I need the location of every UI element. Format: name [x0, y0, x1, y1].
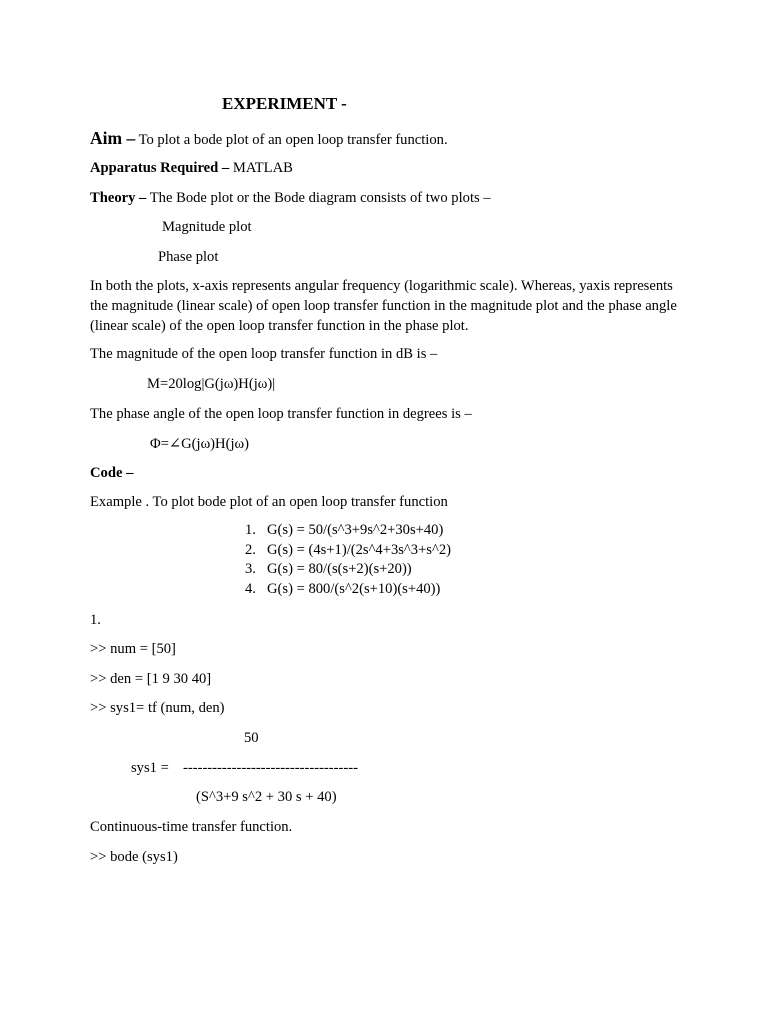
document-title: EXPERIMENT - — [222, 94, 347, 113]
theory-label: Theory – — [90, 190, 147, 206]
apparatus-text: MATLAB — [229, 160, 293, 176]
code-line-bode: >> bode (sys1) — [90, 849, 178, 865]
magnitude-formula: M=20log|G(jω)H(jω)| — [147, 376, 276, 392]
code-line-sys: >> sys1= tf (num, den) — [90, 700, 225, 716]
example-list — [245, 521, 451, 599]
list-item — [245, 541, 451, 561]
phase-formula: Φ=∠G(jω)H(jω) — [150, 436, 249, 452]
list-item-number: 1. — [245, 522, 256, 538]
apparatus-label: Apparatus Required – — [90, 160, 230, 176]
aim-text: To plot a bode plot of an open loop transfer function. — [135, 132, 448, 148]
list-item-text: G(s) = (4s+1)/(2s^4+3s^3+s^2) — [267, 541, 451, 558]
tf-note: Continuous-time transfer function. — [90, 819, 293, 835]
list-item-number: 2. — [245, 541, 256, 558]
list-item-text: G(s) = 50/(s^3+9s^2+30s+40) — [267, 522, 444, 538]
list-item — [245, 521, 451, 541]
list-item — [245, 580, 451, 600]
tf-numerator: 50 — [244, 730, 259, 746]
aim-line — [90, 128, 448, 150]
magnitude-plot-item: Magnitude plot — [162, 219, 252, 235]
code-heading — [90, 463, 133, 483]
theory-text: The Bode plot or the Bode diagram consists of two plots – — [146, 190, 491, 206]
example-intro: Example . To plot bode plot of an open loop transfer function — [90, 494, 448, 510]
code-line-den: >> den = [1 9 30 40] — [90, 671, 212, 687]
list-item — [245, 560, 451, 580]
apparatus-line — [90, 158, 293, 178]
aim-label: Aim – — [90, 128, 136, 148]
tf-label: sys1 = — [131, 760, 169, 776]
list-item-number: 4. — [245, 580, 256, 597]
theory-paragraph: In both the plots, x-axis represents angular frequency (logarithmic scale). Whereas, yaxis represents the magnitude (linear scale) of open loop transfer function in the magnitude plot and the phase angle (linear scale) of the open loop transfer function in the phase plot. — [90, 278, 677, 334]
list-item-text: G(s) = 80/(s(s+2)(s+20)) — [267, 561, 412, 577]
code-label: Code – — [90, 465, 134, 481]
tf-denominator: (S^3+9 s^2 + 30 s + 40) — [196, 789, 337, 805]
code-line-num: >> num = [50] — [90, 641, 176, 657]
list-item-text: G(s) = 800/(s^2(s+10)(s+40)) — [267, 580, 441, 597]
phase-plot-item: Phase plot — [158, 249, 219, 265]
tf-fraction-bar: ------------------------------------ — [183, 760, 358, 776]
theory-line — [90, 188, 491, 208]
list-item-number: 3. — [245, 561, 256, 577]
phase-intro: The phase angle of the open loop transfer function in degrees is – — [90, 406, 472, 422]
magnitude-intro: The magnitude of the open loop transfer function in dB is – — [90, 346, 438, 362]
section-number: 1. — [90, 612, 101, 628]
